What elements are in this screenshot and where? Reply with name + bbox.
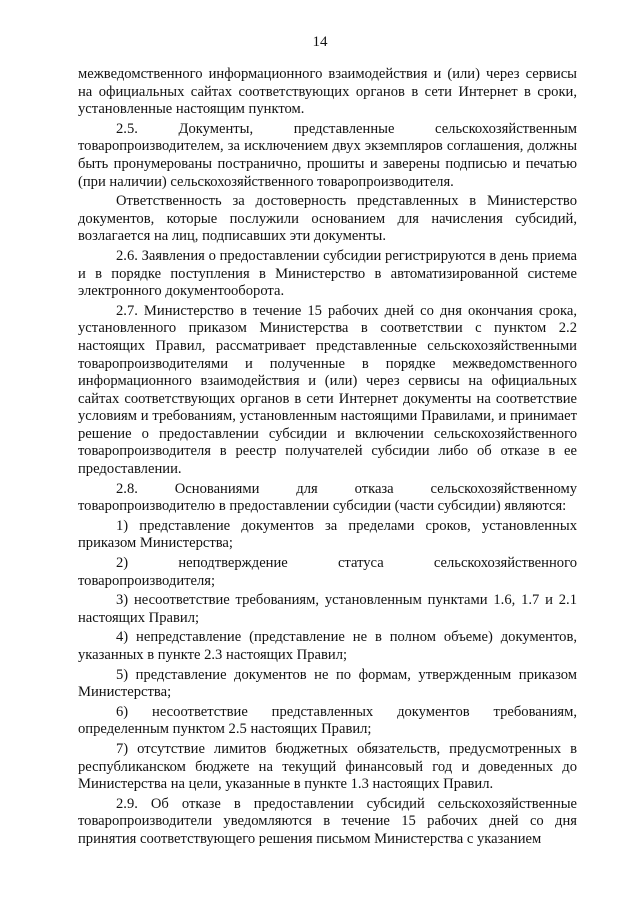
list-item-3: 3) несоответствие требованиям, установленным пунктами 1.6, 1.7 и 2.1 настоящих Правил; (78, 592, 577, 626)
paragraph-2-7: 2.7. Министерство в течение 15 рабочих дней со дня окончания срока, установленного приказом Министерства в соответствии с пунктом 2.2 настоящих Правил, рассматривает представленные сельскохозяйственными товаропроизводителями и полученные в порядке межведомственного информационного взаимодействия и (или) через сервисы на официальных сайтах соответствующих органов в сети Интернет документы на соответствие условиям и требованиям, установленным настоящими Правилами, и принимает решение о предоставлении субсидии и включении сельскохозяйственного товаропроизводителя в реестр получателей субсидии либо об отказе в ее предоставлении. (78, 302, 577, 478)
list-item-4: 4) непредставление (представление не в полном объеме) документов, указанных в пункте 2.3 настоящих Правил; (78, 629, 577, 663)
paragraph-2-8: 2.8. Основаниями для отказа сельскохозяйственному товаропроизводителю в предоставлении субсидии (части субсидии) являются: (78, 480, 577, 515)
document-body (78, 66, 577, 849)
list-item-7: 7) отсутствие лимитов бюджетных обязательств, предусмотренных в республиканском бюджете на текущий финансовый год и доведенных до Министерства на цели, указанные в пункте 1.3 настоящих Правил. (78, 740, 577, 793)
page-number: 14 (312, 34, 328, 50)
list-item-2: 2) неподтверждение статуса сельскохозяйственного товаропроизводителя; (78, 555, 577, 589)
paragraph-2-9: 2.9. Об отказе в предоставлении субсидий сельскохозяйственные товаропроизводители уведомляются в течение 15 рабочих дней со дня принятия соответствующего решения письмом Министерства с указанием (78, 795, 577, 847)
paragraph-responsibility: Ответственность за достоверность представленных в Министерство документов, которые послужили основанием для начисления субсидий, возлагается на лиц, подписавших эти документы. (78, 193, 577, 245)
paragraph-2-6: 2.6. Заявления о предоставлении субсидии регистрируются в день приема и в порядке поступления в Министерство в автоматизированной системе электронного документооборота. (78, 247, 577, 300)
list-item-1: 1) представление документов за пределами сроков, установленных приказом Министерства; (78, 517, 577, 552)
paragraph-continuation: межведомственного информационного взаимодействия и (или) через сервисы на официальных сайтах соответствующих органов в сети Интернет в сроки, установленные настоящим пунктом. (78, 66, 577, 118)
list-item-6: 6) несоответствие представленных документов требованиям, определенным пунктом 2.5 настоящих Правил; (78, 703, 577, 738)
paragraph-2-5: 2.5. Документы, представленные сельскохозяйственным товаропроизводителем, за исключением двух экземпляров соглашения, должны быть пронумерованы постранично, прошиты и заверены подписью и печатью (при наличии) сельскохозяйственного товаропроизводителя. (78, 120, 577, 190)
list-item-5: 5) представление документов не по формам, утвержденным приказом Министерства; (78, 666, 577, 701)
